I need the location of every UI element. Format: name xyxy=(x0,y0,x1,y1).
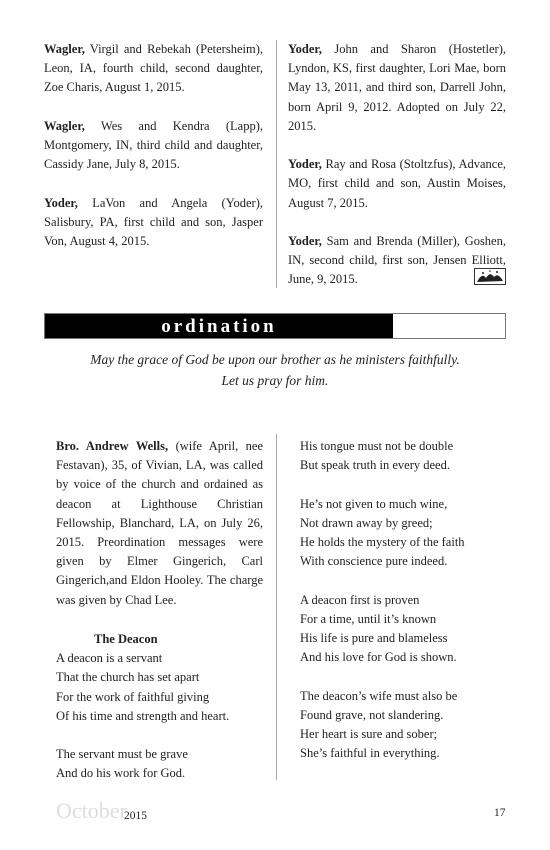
prayer-line: Let us pray for him. xyxy=(221,373,329,388)
poem-line: She’s faithful in everything. xyxy=(300,746,440,761)
poem-title: The Deacon xyxy=(94,632,158,646)
announcement-text: Virgil and Rebekah (Petersheim), Leon, IA, fourth child, second daughter, Zoe Charis, August 1, 2015. xyxy=(44,42,263,95)
section-title: ordination xyxy=(161,316,277,337)
prayer-line: May the grace of God be upon our brother as he ministers faithfully. xyxy=(90,352,460,367)
poem-line: His tongue must not be double xyxy=(300,439,454,453)
poem-line: Found grave, not slandering. xyxy=(300,707,444,722)
poem-line: But speak truth in every deed. xyxy=(300,458,450,473)
announcement-name: Wagler, xyxy=(44,118,85,133)
announcement xyxy=(288,155,506,213)
announcement-name: Yoder, xyxy=(288,157,322,172)
poem-line: The deacon’s wife must also be xyxy=(300,688,458,703)
poem-line: For the work of faithful giving xyxy=(56,689,210,704)
poem-line: With conscience pure indeed. xyxy=(300,554,448,569)
poem-left-column xyxy=(56,630,266,784)
poem-line: A deacon first is proven xyxy=(300,592,420,607)
announcement-name: Wagler, xyxy=(44,42,85,56)
poem-line: For a time, until it’s known xyxy=(300,611,437,626)
poem-line: And do his work for God. xyxy=(56,766,186,781)
ordination-announcement xyxy=(56,437,263,629)
end-ornament-icon xyxy=(474,268,506,285)
poem-line: Of his time and strength and heart. xyxy=(56,708,230,723)
section-banner xyxy=(44,313,506,339)
poem-line: He’s not given to much wine, xyxy=(300,496,448,511)
announcement-text: John and Sharon (Hostetler), Lyndon, KS, first daughter, Lori Mae, born May 13, 2011, and third son, Darrell John, born April 9, 2012. Adopted on July 22, 2015. xyxy=(288,42,506,133)
poem-line: His life is pure and blameless xyxy=(300,631,448,645)
announcement xyxy=(44,40,263,98)
poem-line: That the church has set apart xyxy=(56,670,200,685)
birth-announcements-left xyxy=(44,40,263,270)
ordination-text: (wife April, nee Festavan), 35, of Vivian, LA, was called by voice of the church and ordained as deacon at Lighthouse Christian Fellowship, Blanchard, LA, on July 26, 2015. Preordination messages were given by Elmer Gingerich, Carl Gingerich,and Eldon Hooley. The charge was given by Chad Lee. xyxy=(56,439,263,607)
announcement xyxy=(44,194,263,252)
announcement xyxy=(44,117,263,175)
announcement-name: Yoder, xyxy=(288,42,322,56)
announcement-text: Sam and Brenda (Miller), Goshen, IN, second child, first son, Jensen Elliott, June, 9, 2015. xyxy=(288,234,506,287)
poem-line: And his love for God is shown. xyxy=(300,650,457,665)
poem-line: Not drawn away by greed; xyxy=(300,515,433,530)
announcement-name: Yoder, xyxy=(288,234,322,248)
announcement xyxy=(288,40,506,136)
footer-month: October xyxy=(56,798,127,823)
column-divider xyxy=(276,40,277,288)
page-number: 17 xyxy=(494,807,506,819)
poem-line: A deacon is a servant xyxy=(56,651,163,666)
column-divider xyxy=(276,434,277,780)
footer-year: 2015 xyxy=(124,810,147,822)
ordination-name: Bro. Andrew Wells, xyxy=(56,439,169,453)
poem-line: The servant must be grave xyxy=(56,747,188,762)
poem-line: Her heart is sure and sober; xyxy=(300,727,438,741)
poem-right-column xyxy=(300,437,506,763)
announcement-name: Yoder, xyxy=(44,195,78,210)
announcement-text: LaVon and Angela (Yoder), Salisbury, PA, first child and son, Jasper Von, August 4, 2015. xyxy=(44,195,263,248)
announcement-text: Ray and Rosa (Stoltzfus), Advance, MO, first child and son, Austin Moises, August 7, 2015. xyxy=(288,157,506,210)
announcement-text: Wes and Kendra (Lapp), Montgomery, IN, third child and daughter, Cassidy Jane, July 8, 2015. xyxy=(44,118,263,172)
prayer-caption xyxy=(44,349,506,391)
poem-line: He holds the mystery of the faith xyxy=(300,535,465,549)
